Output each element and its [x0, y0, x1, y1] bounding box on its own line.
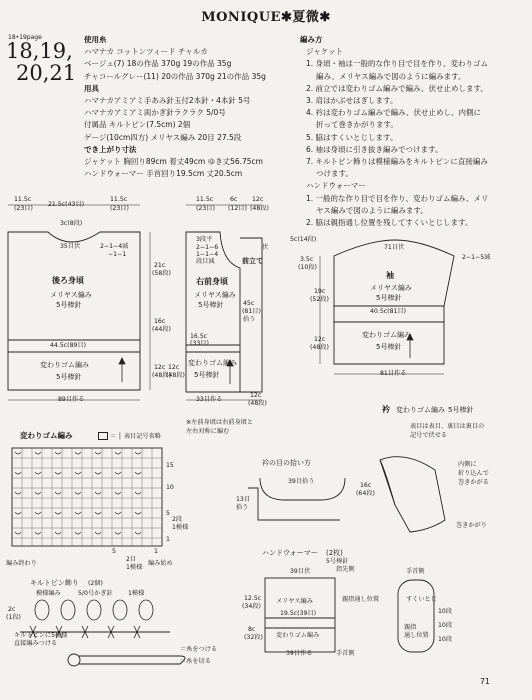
collar-fold-note: 内側に 折り込んで 巻きかがる: [458, 461, 489, 486]
yarn-line: チャコールグレー(11) 20の作品 370g 21の作品 35g: [84, 71, 266, 81]
collar-dim-rows: (64段): [356, 490, 375, 497]
kilt-pin-legend-cut: ＝糸を切る: [180, 658, 211, 665]
back-height-rib: 12c: [154, 364, 166, 371]
work-numbers-line2: 20,21: [16, 61, 77, 85]
yarn-line: ベージュ(7) 18の作品 370g 19の作品 35g: [84, 59, 232, 69]
chart-col-label: 5: [112, 548, 116, 555]
page-header-title: MONIQUE✱夏微✱: [201, 10, 331, 25]
back-bind-off: 35目伏: [60, 243, 81, 250]
sleeve-top-bind: 71目伏: [384, 244, 405, 251]
sleeve-rib-needle: 5号棒針: [376, 343, 402, 351]
blank-square-icon: [98, 432, 108, 440]
front-rib-needle: 5号棒針: [194, 371, 220, 379]
collar-dim: 16c: [360, 482, 372, 489]
jacket-heading: ジャケット: [306, 47, 343, 57]
chart-legend: [98, 432, 161, 440]
chart-repeat-text2: 1模様: [126, 564, 143, 571]
sleeve-rib-label: 変わりゴム編み: [362, 331, 411, 339]
yarn-line: ハマナカ コットンツィード チャルカ: [84, 47, 208, 57]
front-dim-top-right: 6c: [230, 196, 238, 203]
jacket-step: 折って巻きかがります。: [316, 120, 398, 130]
hand-warmer-side-join: すくいとじ: [406, 596, 437, 603]
chart-row-label: 1: [166, 536, 170, 543]
tools-heading: 用具: [84, 83, 99, 93]
hand-warmer-top-dim: 12.5c: [244, 595, 262, 602]
band-bottom-rows: (48段): [248, 400, 267, 407]
left-front-note: ※左前身頃は右前身頃と 左右対称に編む: [186, 419, 254, 435]
kilt-pin-title: キルトピン飾り: [30, 579, 79, 587]
jacket-step: 5. 脇はすくいとじします。: [306, 132, 398, 142]
back-height-mid-rows: (44段): [152, 326, 171, 333]
kilt-pin-hook: 5/0号かぎ針: [78, 590, 113, 597]
sleeve-height-body: 19c: [314, 288, 326, 295]
hand-warmer-label-rib: 変わりゴム編み: [276, 632, 320, 639]
back-title: 後ろ身頃: [52, 276, 84, 285]
collar-pick-count: 39目拾う: [288, 478, 315, 485]
front-waist: 16.5c: [190, 333, 208, 340]
hand-warmer-thumb: 親指通し位置: [342, 596, 380, 603]
jacket-step: 1. 身頃・袖は一般的な作り目で目を作り、変わりゴム: [306, 59, 489, 69]
method-heading: 編み方: [300, 35, 323, 44]
collar-note: 表目は表目、裏目は裏目の 記号で伏せる: [410, 423, 485, 439]
kilt-pin-count: (2個): [88, 580, 103, 587]
collar-pick-side2: 拾う: [236, 504, 249, 511]
sleeve-rib-height-rows: (48段): [310, 344, 329, 351]
hand-warmer-label-stockinette: メリヤス編み: [276, 598, 313, 605]
work-numbers-line1: 18,19,: [6, 39, 73, 63]
sleeve-dim-bind: 5c(14段): [290, 236, 317, 243]
sleeve-cast-on: 81目作る: [380, 370, 407, 377]
gauge-line: ゲージ(10cm四方) メリヤス編み 20目 27.5段: [84, 132, 242, 142]
front-dim-top-left-rows: (23目): [196, 205, 215, 212]
hw-step: 1. 一般的な作り目で目を作り、変わりゴム編み、メリ: [306, 193, 489, 203]
hand-warmer-needle: 5号棒針: [326, 558, 349, 565]
front-note-dec3: 段目減: [196, 258, 215, 265]
back-needle: 5号棒針: [56, 301, 82, 309]
front-dim-top-right-rows: (12目): [228, 205, 247, 212]
hand-warmer-rib-dim-rows: (32段): [244, 634, 263, 641]
hand-warmer-thumb-label: 親指 通し位置: [404, 624, 429, 639]
kilt-pin-legend-attach: ＝糸をつける: [180, 646, 218, 653]
jacket-step: 7. キルトピン飾りは模様編みをキルトピンに直接編み: [306, 157, 488, 167]
jacket-step: 編み、メリヤス編みで図のように編みます。: [316, 71, 466, 81]
tools-line: ハマナカアミアミ手あみ針玉付2本針・4本針 5号: [84, 96, 251, 106]
front-rib-height-rows: (48段): [166, 372, 185, 379]
sleeve-title: 袖: [386, 271, 394, 280]
chart-title: 変わりゴム編み: [20, 431, 73, 440]
chart-row-label: 10: [166, 484, 174, 491]
collar-pick-side: 13目: [236, 496, 251, 503]
notions-line: 付属品 キルトピン(7.5cm) 2個: [84, 120, 191, 130]
back-dim-shoulder-left-rows: (23目): [14, 205, 33, 212]
back-height-mid: 16c: [154, 318, 166, 325]
jacket-step: つけます。: [316, 169, 353, 179]
band-bind: 伏: [262, 244, 269, 251]
hand-warmer-rib-dim: 8c: [248, 626, 256, 633]
front-note-dec2: 1−1−4: [196, 251, 219, 258]
front-note-rows: 3段平: [196, 236, 213, 243]
sleeve-decrease: 2−1−5減: [462, 254, 491, 261]
size-heading: でき上がり寸法: [84, 144, 137, 154]
back-neck-depth: 3c(8段): [60, 220, 83, 227]
back-cast-on: 89目作る: [58, 396, 85, 403]
yarn-heading: 使用糸: [84, 35, 107, 44]
chart-repeat-text: 1模様: [172, 524, 189, 531]
hand-warmer-cast-on: 39目作る: [286, 650, 313, 657]
back-dim-shoulder-left: 11.5c: [14, 196, 32, 203]
hand-warmer-count: (2枚): [326, 549, 343, 557]
kilt-pin-side: 2c: [8, 606, 16, 613]
collar-needle: 5号棒針: [448, 406, 474, 414]
back-height-upper-rows: (58段): [152, 270, 171, 277]
collar-pattern: 変わりゴム編み: [396, 406, 445, 414]
hand-warmer-finger-side: 指先側: [336, 566, 355, 573]
band-length-rows: (81目): [242, 308, 261, 315]
hw-step: 2. 脇は親指通し位置を残してすくいとじします。: [306, 218, 473, 228]
sleeve-height-body-rows: (52段): [310, 296, 329, 303]
back-pattern: メリヤス編み: [50, 291, 92, 299]
band-title: 前立て: [242, 257, 263, 265]
sleeve-dim-shoulder: 3.5c: [300, 256, 314, 263]
sleeve-pattern: メリヤス編み: [370, 284, 412, 292]
back-dim-shoulder-right-rows: (23目): [110, 205, 129, 212]
kilt-pin-attach: キルトピンに5模様 直接編みつける: [14, 632, 68, 647]
hand-warmer-wrist-side: 手首側: [336, 650, 355, 657]
hw-step: ヤス編みで図のように編みます。: [316, 205, 428, 215]
back-rib-needle: 5号棒針: [56, 373, 82, 381]
back-height-upper: 21c: [154, 262, 166, 269]
hand-warmer-rows-10c: 10段: [438, 636, 453, 643]
chart-repeat-cols: 2目: [126, 556, 137, 563]
back-dim-neck: 21.5c(43目): [48, 201, 85, 208]
size-line: ジャケット 胸回り89cm 着丈49cm ゆき丈56.75cm: [84, 157, 263, 167]
kilt-pin-side-rows: (1段): [6, 614, 21, 621]
front-rib-height: 12c: [168, 364, 180, 371]
chart-footer-left: 編み終わり: [6, 560, 37, 567]
back-rib-label: 変わりゴム編み: [40, 361, 89, 369]
chart-repeat-rows: 2段: [172, 516, 183, 523]
sleeve-needle: 5号棒針: [376, 294, 402, 302]
hand-warmer-bind: 39目伏: [290, 568, 311, 575]
page-reference: 18•19page: [8, 34, 42, 41]
back-dim-shoulder-right: 11.5c: [110, 196, 128, 203]
front-waist-rows: (33目): [190, 340, 209, 347]
front-rib-label: 変わりゴム編み: [188, 359, 237, 367]
chart-footer-right: 編み始め: [148, 560, 173, 567]
jacket-step: 6. 袖は身頃に引き抜き編みでつけます。: [306, 144, 443, 154]
collar-whip: 巻きかがり: [456, 522, 487, 529]
front-note-dec: 2−1−6: [196, 244, 219, 251]
hand-warmer-width: 19.5c(39目): [280, 610, 317, 617]
sleeve-dim-shoulder-rows: (10段): [298, 264, 317, 271]
hand-warmer-heading: ハンドウォーマー: [306, 181, 366, 191]
back-decrease-2: −1−1: [108, 251, 127, 258]
hand-warmer-top-dim-rows: (34段): [242, 603, 261, 610]
chart-col-label: 1: [154, 548, 158, 555]
sleeve-rib-height: 12c: [314, 336, 326, 343]
collar-pick-title: 衿の目の拾い方: [262, 459, 311, 467]
band-bottom: 12c: [250, 392, 262, 399]
back-width: 44.5c(89目): [50, 342, 87, 349]
front-needle: 5号棒針: [198, 301, 224, 309]
front-pattern: メリヤス編み: [194, 291, 236, 299]
hand-warmer-rows-10a: 10段: [438, 608, 453, 615]
back-height-rib-rows: (48段): [152, 372, 171, 379]
collar-title: 衿: [382, 405, 390, 414]
sleeve-mid-width: 40.5c(81目): [370, 308, 407, 315]
kilt-pin-pattern: 模様編み: [36, 590, 61, 597]
band-pick: 拾う: [243, 316, 256, 323]
jacket-step: 2. 前立では変わりゴム編みで編み、伏せ止めします。: [306, 83, 488, 93]
band-length: 45c: [243, 300, 255, 307]
chart-legend-text: ＝ │ 表目記号省略: [109, 433, 161, 440]
jacket-step: 4. 衿は変わりゴム編みで編み、伏せ止めし、内側に: [306, 108, 481, 118]
back-decrease: 2−1−4減: [100, 243, 129, 250]
hand-warmer-back-label: 手首側: [406, 568, 425, 575]
kilt-pin-repeat: 1模様: [128, 590, 145, 597]
size-line: ハンドウォーマー 手首回り19.5cm 丈20.5cm: [84, 169, 243, 179]
chart-row-label: 5: [166, 510, 170, 517]
page-number: 71: [479, 677, 490, 686]
hand-warmer-title: ハンドウォーマー: [262, 549, 318, 557]
tools-line: ハマナカアミアミ両かぎ針ラクラク 5/0号: [84, 108, 226, 118]
front-dim-top-left: 11.5c: [196, 196, 214, 203]
jacket-step: 3. 肩はかぶせはぎします。: [306, 96, 398, 106]
front-cast-on: 33目作る: [196, 396, 223, 403]
front-band-width: 12c: [252, 196, 264, 203]
front-title: 右前身頃: [196, 277, 228, 286]
hand-warmer-rows-10b: 10段: [438, 622, 453, 629]
chart-row-label: 15: [166, 462, 174, 469]
front-band-width-rows: (48段): [250, 205, 269, 212]
